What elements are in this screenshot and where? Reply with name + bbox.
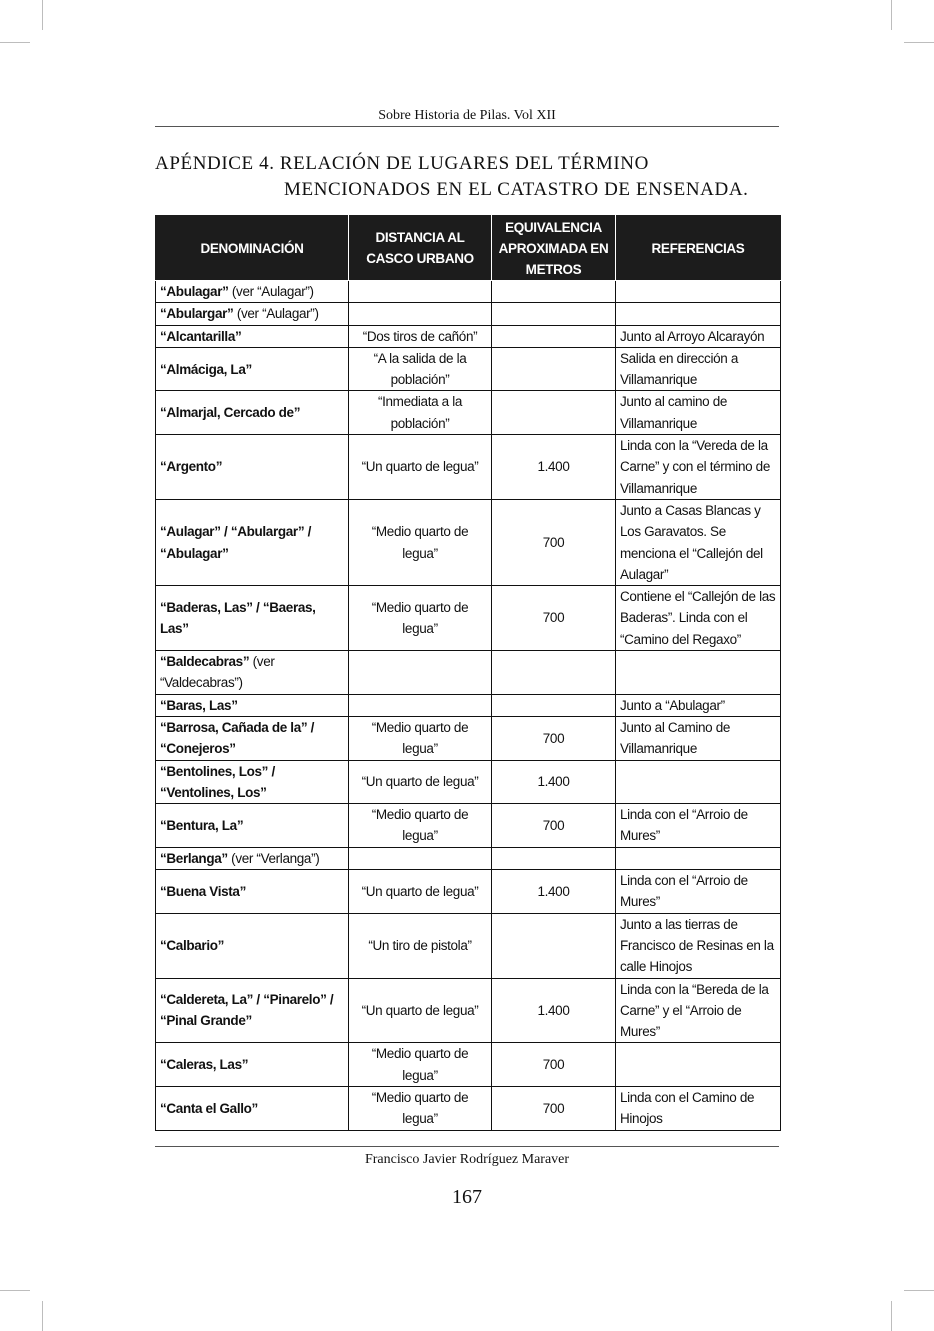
cell-referencias: [616, 1043, 781, 1087]
cell-denominacion: [156, 499, 349, 585]
cell-distancia: “Medio quarto de legua”: [349, 1086, 492, 1130]
crop-mark: [42, 0, 43, 30]
cell-referencias: Linda con el Camino de Hinojos: [616, 1086, 781, 1130]
cell-distancia: “Medio quarto de legua”: [349, 1043, 492, 1087]
cell-referencias: Linda con la “Vereda de la Carne” y con el término de Villamanrique: [616, 435, 781, 500]
table-row: [156, 716, 781, 760]
table-row: [156, 913, 781, 978]
cell-denominacion: [156, 651, 349, 695]
column-header-denominacion: DENOMINACIÓN: [156, 216, 349, 281]
cell-distancia: “Un quarto de legua”: [349, 435, 492, 500]
cell-distancia: “Medio quarto de legua”: [349, 586, 492, 651]
footer-author: Francisco Javier Rodríguez Maraver: [364, 1152, 570, 1167]
place-name: “Baldecabras”: [160, 654, 250, 670]
cell-referencias: [616, 281, 781, 303]
table-row: [156, 303, 781, 325]
cell-distancia: “Inmediata a la población”: [349, 391, 492, 435]
appendix-title-line-1: APÉNDICE 4. RELACIÓN DE LUGARES DEL TÉRMINO: [155, 153, 649, 174]
cell-referencias: Junto al Camino de Villamanrique: [616, 716, 781, 760]
cell-distancia: [349, 694, 492, 716]
appendix-title-line-2: MENCIONADOS EN EL CATASTRO DE ENSENADA.: [284, 179, 749, 200]
cell-denominacion: [156, 325, 349, 347]
table-row: [156, 347, 781, 391]
cell-equivalencia: 700: [492, 804, 616, 848]
table-row: [156, 651, 781, 695]
table-row: [156, 804, 781, 848]
cell-referencias: [616, 760, 781, 804]
cell-distancia: “Medio quarto de legua”: [349, 804, 492, 848]
table-row: [156, 870, 781, 914]
place-name: “Abulagar”: [160, 284, 229, 299]
cell-denominacion: [156, 303, 349, 325]
cell-distancia: “A la salida de la población”: [349, 347, 492, 391]
cell-denominacion: [156, 694, 349, 716]
place-name: “Bentura, La”: [160, 817, 244, 833]
table-row: [156, 499, 781, 585]
cell-referencias: [616, 651, 781, 695]
cell-referencias: Junto a “Abulagar”: [616, 694, 781, 716]
crop-mark: [904, 1290, 934, 1291]
cell-equivalencia: 700: [492, 499, 616, 585]
cell-equivalencia: [492, 651, 616, 695]
cell-denominacion: [156, 281, 349, 303]
table-row: [156, 1043, 781, 1087]
table-row: [156, 694, 781, 716]
place-name: “Canta el Gallo”: [160, 1100, 258, 1116]
table-row: [156, 586, 781, 651]
cell-referencias: Junto a las tierras de Francisco de Resinas en la calle Hinojos: [616, 913, 781, 978]
place-name: “Alcantarilla”: [160, 328, 242, 344]
crop-mark: [0, 1290, 30, 1291]
crop-mark: [0, 42, 30, 43]
cell-distancia: “Un quarto de legua”: [349, 760, 492, 804]
appendix-title: [155, 151, 779, 203]
crop-mark: [42, 1301, 43, 1331]
column-header-referencias: REFERENCIAS: [616, 216, 781, 281]
cell-denominacion: [156, 435, 349, 500]
crop-mark: [891, 0, 892, 30]
place-name: “Baderas, Las” / “Baeras, Las”: [160, 599, 316, 637]
place-name: “Almáciga, La”: [160, 361, 252, 377]
place-name: “Baras, Las”: [160, 697, 238, 713]
table-row: [156, 1086, 781, 1130]
cell-distancia: [349, 281, 492, 303]
cell-equivalencia: [492, 694, 616, 716]
cell-equivalencia: [492, 281, 616, 303]
cell-distancia: [349, 847, 492, 869]
cell-referencias: Junto al Arroyo Alcarayón: [616, 325, 781, 347]
places-table: [155, 215, 781, 1131]
cell-denominacion: [156, 760, 349, 804]
cell-referencias: Contiene el “Callejón de las Baderas”. Linda con el “Camino del Regaxo”: [616, 586, 781, 651]
place-name: “Calbario”: [160, 937, 225, 953]
cell-equivalencia: 1.400: [492, 978, 616, 1043]
cell-denominacion: [156, 913, 349, 978]
cell-equivalencia: 700: [492, 1086, 616, 1130]
table-row: [156, 391, 781, 435]
place-name: “Aulagar” / “Abulargar” / “Abulagar”: [160, 524, 312, 561]
crop-mark: [904, 42, 934, 43]
cell-equivalencia: 1.400: [492, 435, 616, 500]
cell-denominacion: [156, 586, 349, 651]
cross-reference-note: (ver “Valdecabras”): [160, 654, 275, 691]
header-rule: [155, 126, 779, 127]
cell-denominacion: [156, 716, 349, 760]
cross-reference-note: (ver “Aulagar”): [228, 284, 314, 299]
place-name: “Caleras, Las”: [160, 1057, 249, 1073]
cell-equivalencia: [492, 913, 616, 978]
cell-distancia: “Medio quarto de legua”: [349, 716, 492, 760]
table-row: [156, 281, 781, 303]
cell-distancia: [349, 651, 492, 695]
cell-equivalencia: 1.400: [492, 870, 616, 914]
cell-referencias: [616, 303, 781, 325]
cell-equivalencia: [492, 391, 616, 435]
cell-denominacion: [156, 804, 349, 848]
cell-distancia: [349, 303, 492, 325]
place-name: “Abulargar”: [160, 306, 234, 322]
cell-equivalencia: 1.400: [492, 760, 616, 804]
place-name: “Berlanga”: [160, 850, 228, 866]
cell-equivalencia: 700: [492, 716, 616, 760]
cell-referencias: Linda con el “Arroio de Mures”: [616, 870, 781, 914]
cell-equivalencia: [492, 303, 616, 325]
table-row: [156, 847, 781, 869]
place-name: “Argento”: [160, 459, 223, 475]
cell-distancia: “Un quarto de legua”: [349, 870, 492, 914]
cell-distancia: “Medio quarto de legua”: [349, 499, 492, 585]
cell-distancia: “Dos tiros de cañón”: [349, 325, 492, 347]
cell-equivalencia: 700: [492, 586, 616, 651]
crop-mark: [891, 1301, 892, 1331]
cell-equivalencia: 700: [492, 1043, 616, 1087]
table-row: [156, 760, 781, 804]
table-row: [156, 978, 781, 1043]
cell-referencias: Salida en dirección a Villamanrique: [616, 347, 781, 391]
cell-referencias: Junto a Casas Blancas y Los Garavatos. Se menciona el “Callejón del Aulagar”: [616, 499, 781, 585]
cell-referencias: Linda con la “Bereda de la Carne” y el “Arroio de Mures”: [616, 978, 781, 1043]
cell-equivalencia: [492, 347, 616, 391]
cell-denominacion: [156, 1043, 349, 1087]
column-header-distancia: DISTANCIA AL CASCO URBANO: [349, 216, 492, 281]
cell-denominacion: [156, 391, 349, 435]
cell-denominacion: [156, 847, 349, 869]
cell-denominacion: [156, 347, 349, 391]
table-row: [156, 325, 781, 347]
table-body: [156, 281, 781, 1131]
cell-referencias: [616, 847, 781, 869]
place-name: “Barrosa, Cañada de la” / “Conejeros”: [160, 719, 315, 757]
cell-referencias: Junto al camino de Villamanrique: [616, 391, 781, 435]
cross-reference-note: (ver “Verlanga”): [227, 850, 320, 866]
table-row: [156, 435, 781, 500]
running-head: Sobre Historia de Pilas. Vol XII: [378, 108, 556, 123]
page-number: 167: [452, 1186, 482, 1208]
place-name: “Buena Vista”: [160, 883, 246, 899]
cell-distancia: “Un tiro de pistola”: [349, 913, 492, 978]
cell-equivalencia: [492, 325, 616, 347]
place-name: “Caldereta, La” / “Pinarelo” / “Pinal Grande”: [160, 992, 334, 1029]
cell-denominacion: [156, 978, 349, 1043]
place-name: “Almarjal, Cercado de”: [160, 405, 301, 421]
column-header-equivalencia: EQUIVALENCIA APROXIMADA EN METROS: [492, 216, 616, 281]
cell-equivalencia: [492, 847, 616, 869]
cell-distancia: “Un quarto de legua”: [349, 978, 492, 1043]
cell-denominacion: [156, 1086, 349, 1130]
cell-denominacion: [156, 870, 349, 914]
cross-reference-note: (ver “Aulagar”): [233, 306, 319, 322]
place-name: “Bentolines, Los” / “Ventolines, Los”: [160, 763, 275, 800]
cell-referencias: Linda con el “Arroio de Mures”: [616, 804, 781, 848]
footer-rule: [155, 1146, 779, 1147]
table-header-row: [156, 216, 781, 281]
